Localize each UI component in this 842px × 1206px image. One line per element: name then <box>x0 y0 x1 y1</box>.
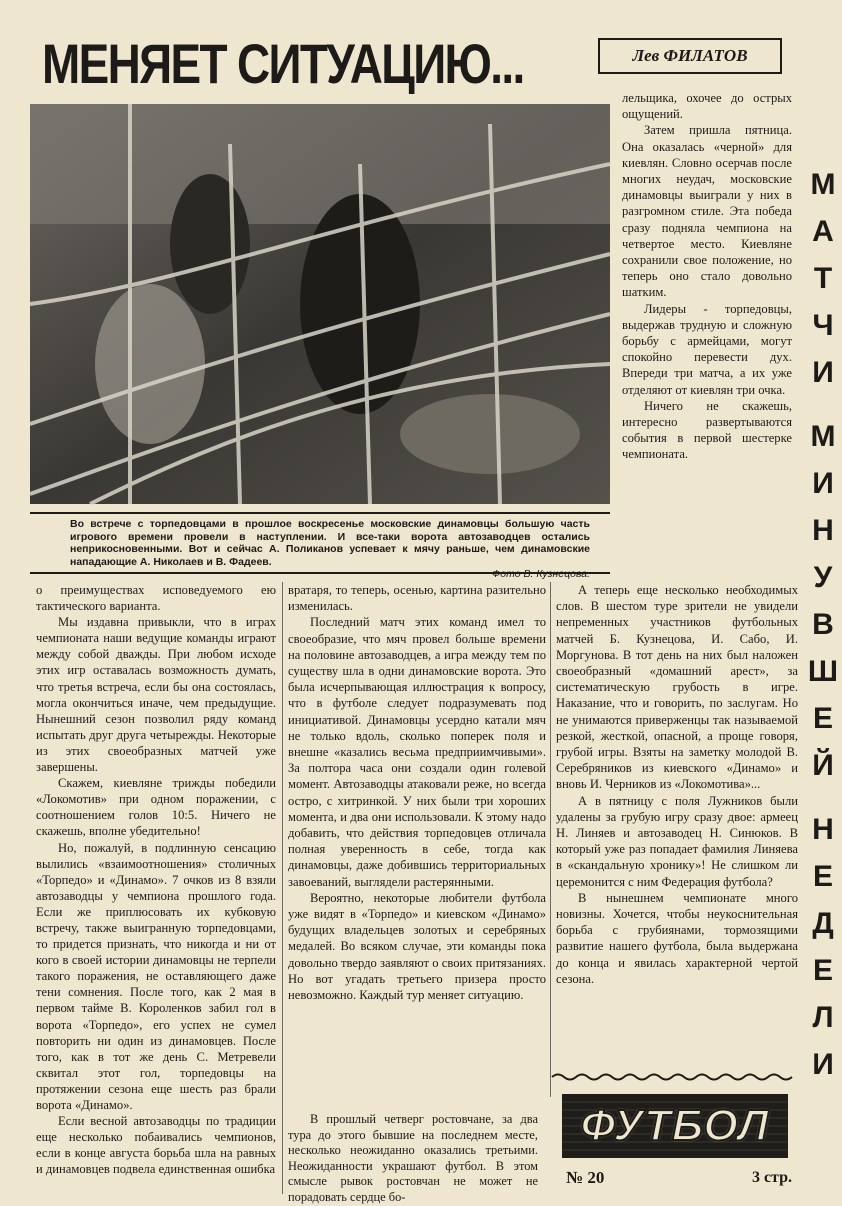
article-column-2-bottom <box>288 1112 538 1204</box>
paragraph: Но, пожалуй, в подлинную сенсацию вылились «взаимоотношения» столичных «Торпедо» и «Динамо». 7 очков из 8 взяли автозаводцы у чемпиона прошлого года. Если же приплюсовать их кубковую встречу, также выигранную торпедовцами, то придется признать, что никогда и ни от кого в своей истории динамовцы не терпели такого поражения, не оставляющего даже тени сомнения. После того, как 2 мая в первом тайме В. Короленков забил гол в ворота «Торпедо», его успех не сумел повторить ни один из динамовцев. После того, как в тот же день С. Метревели сквитал этот гол, торпедовцы на протяжении сезона еще шесть раз брали ворота «Динамо». <box>36 840 276 1112</box>
column-divider <box>550 582 551 1097</box>
rubric-letter: Н <box>812 813 834 846</box>
headline: МЕНЯЕТ СИТУАЦИЮ... <box>42 32 524 95</box>
paragraph: лельщика, охочее до острых ощущений. <box>622 91 792 122</box>
rubric-letter: У <box>813 561 833 594</box>
match-photo <box>30 104 610 504</box>
paragraph: Затем пришла пятница. Она оказалась «черной» для киевлян. Словно осерчав после многих неудач, московские динамовцы выиграли у них в разгромном стиле. Эта победа сразу подняла чемпиона на четвертое место. Киевляне сохранили свое положение, но теперь оно стало довольно шатким. <box>622 123 792 300</box>
photo-credit: Фото В. Кузнецова. <box>491 568 590 580</box>
paragraph: вратаря, то теперь, осенью, картина разительно изменилась. <box>288 583 546 614</box>
paragraph: А теперь еще несколько необходимых слов. В шестом туре зрители не увидели непременных участников футбольных матчей Б. Кузнецова, И. Сабо, И. Моргунова. В тот день на них был наложен своеобразный «домашний арест», за систематическую грубость в игре. Наказание, что и говорить, по заслугам. Но не унимаются приверженцы так называемой резкой, жесткой, опасной, а проще говоря, грубой игры. Взяты на заметку молодой В. Серебряников из киевского «Динамо» и вновь И. Черников из «Локомотива»... <box>556 583 798 792</box>
photo-caption <box>30 512 610 580</box>
article-column-1 <box>36 582 276 1194</box>
article-column-3 <box>556 582 798 1070</box>
paragraph: В прошлый четверг ростовчане, за два тура до этого бывшие на последнем месте, несколько неожиданно оказались третьими. Неожиданности украшают футбол. В этом смысле рывок ростовчан не может не порадовать сердце бо- <box>288 1112 538 1204</box>
wavy-divider <box>552 1072 796 1082</box>
rubric-letter: Т <box>813 262 833 295</box>
page-number: 3 стр. <box>751 1169 792 1186</box>
rubric-letter: Е <box>812 860 833 893</box>
rubric-letter: И <box>812 467 834 500</box>
issue-number: № 20 <box>566 1168 605 1187</box>
paragraph: А в пятницу с поля Лужников были удалены за грубую игру сразу двое: армеец Н. Линяев и автозаводец Н. Синюков. В который уже раз попадает фамилия Линяева в «скандальную хронику»! Не слишком ли церемонится с ним Федерация футбола? <box>556 793 798 889</box>
rubric-letter: М <box>810 168 836 201</box>
rubric-vertical <box>806 170 840 1080</box>
paragraph: о преимуществах исповедуемого ею тактического варианта. <box>36 583 276 614</box>
rubric-letter: Е <box>812 954 833 987</box>
rubric-letter: Л <box>812 1001 834 1034</box>
logo-text: ФУТБОЛ <box>580 1101 770 1150</box>
paragraph: Мы издавна привыкли, что в играх чемпионата наши ведущие команды играют между собой дважды. При любом исходе этих игр оставалась возможность думать, что третья встреча, если бы она состоялась, могла окончиться иначе, чем предыдущие. Нынешний сезон позволил ряду команд испытать друг друга четырежды. Некоторые из этих своеобразных матчей уже завершены. <box>36 615 276 775</box>
rubric-letter: В <box>812 608 834 641</box>
article-column-2 <box>288 582 546 1100</box>
rubric-letter: А <box>812 215 834 248</box>
rubric-letter: Н <box>812 514 834 547</box>
rubric-letter: М <box>810 420 836 453</box>
author-byline: Лев ФИЛАТОВ <box>598 38 782 74</box>
paragraph: Последний матч этих команд имел то своеобразие, что мяч провел больше времени на половине автозаводцев, а игра между тем по существу шла в одни динамовские ворота. Это была исчерпывающая иллюстрация к вопросу, что в футболе следует подразумевать под инициативой. Динамовцы усердно катали мяч не только вдоль, сколько поперек поля и внешне «казались весьма предприимчивыми». За полтора часа они создали один голевой момент. Автозаводцы атаковали реже, но всегда остро, с хитринкой. У них были три хороших момента, и два они использовали. К этому надо добавить, что действия торпедовцев отличала полная уверенность в себе, тогда как динамовцы, даже добившись территориальных завоеваний, выглядели растерянными. <box>288 615 546 889</box>
rubric-letter: Ш <box>807 655 839 688</box>
column-divider <box>282 582 283 1194</box>
newspaper-logo <box>562 1094 788 1158</box>
paragraph: Если весной автозаводцы по традиции еще несколько побаивались чемпионов, если в конце августа борьба шла на равных и динамовцев подвела единственная ошибка <box>36 1114 276 1177</box>
article-column-top <box>622 90 792 560</box>
rubric-letter: Е <box>812 702 833 735</box>
match-photo-image <box>30 104 610 504</box>
rubric-letter: Ч <box>812 309 834 342</box>
rubric-letter: Д <box>812 907 834 940</box>
paragraph: Вероятно, некоторые любители футбола уже видят в «Торпедо» и киевском «Динамо» будущих владельцев золотых и серебряных медалей. Во всяком случае, эти команды пока довольно твердо заявляют о своих притязаниях. Но вот угадать третьего призера просто невозможно. Каждый тур меняет ситуацию. <box>288 890 546 1003</box>
paragraph: Скажем, киевляне трижды победили «Локомотив» при одном поражении, с соотношением голов 10:5. Ничего не скажешь, вполне убедительно! <box>36 776 276 839</box>
rubric-letter: И <box>812 1048 834 1081</box>
paragraph: В нынешнем чемпионате много новизны. Хочется, чтобы неукоснительная борьба с грубиянами, тормозящими развитие нашего футбола, была выдержана до конца и явилась характерной чертой сезона. <box>556 890 798 986</box>
paragraph: Лидеры - торпедовцы, выдержав трудную и сложную борьбу с армейцами, могут спокойно перевести дух. Впереди три матча, а их уже отделяют от киевлян три очка. <box>622 301 792 397</box>
rubric-letter: И <box>812 356 834 389</box>
photo-caption-text: Во встрече с торпедовцами в прошлое воскресенье московские динамовцы большую часть игрового времени провели в наступлении. И все-таки ворота автозаводцев остались неприкосновенными. Вот и сейчас А. Поликанов успевает к мячу раньше, чем динамовские нападающие А. Николаев и В. Фадеев. <box>70 518 590 568</box>
paragraph: Ничего не скажешь, интересно развертываются события в первой шестерке чемпионата. <box>622 398 792 462</box>
rubric-letter: Й <box>812 749 834 782</box>
